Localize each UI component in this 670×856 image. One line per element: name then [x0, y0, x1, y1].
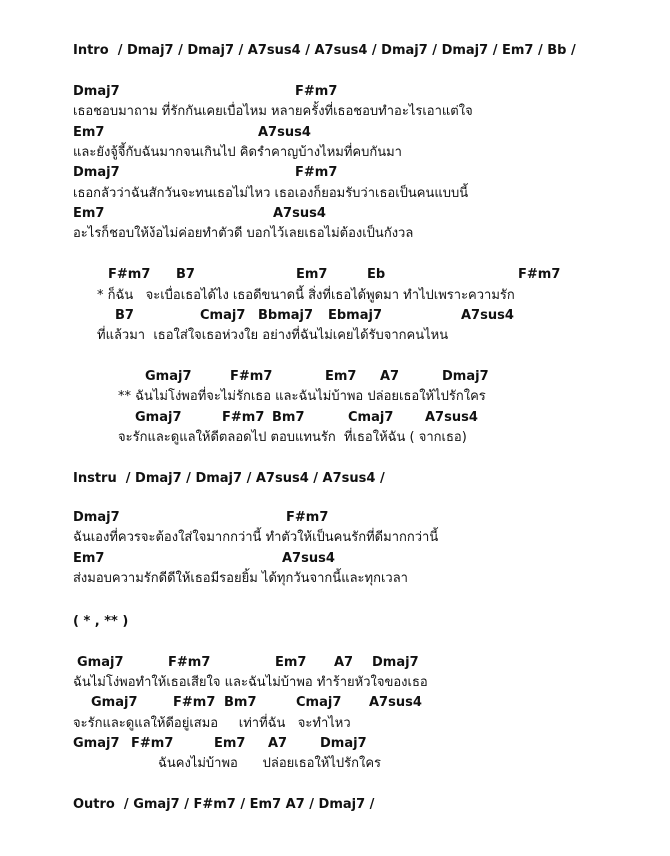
chord-label: Bm7 — [272, 410, 305, 425]
chord-label: A7sus4 — [282, 551, 335, 566]
outro-line: Outro / Gmaj7 / F#m7 / Em7 A7 / Dmaj7 / — [73, 797, 375, 812]
chord-label: Eb — [367, 267, 386, 282]
lyric-line: ที่แล้วมา เธอใส่ใจเธอห่วงใย อย่างที่ฉันไม่เคยได้รับจากคนไหน — [97, 328, 449, 343]
chord-label: F#m7 — [222, 410, 265, 425]
lyric-line: จะรักและดูแลให้ดีอยู่เสมอ เท่าที่ฉัน จะทำไหว — [73, 716, 351, 731]
chord-label: B7 — [115, 308, 134, 323]
chord-label: F#m7 — [230, 369, 273, 384]
chord-label: F#m7 — [108, 267, 151, 282]
chord-label: F#m7 — [173, 695, 216, 710]
chord-label: A7sus4 — [273, 206, 326, 221]
chord-label: Cmaj7 — [348, 410, 394, 425]
lyric-line: * ก็ฉัน จะเบื่อเธอได้ไง เธอดีขนาดนี้ สิ่งที่เธอได้พูดมา ทำไปเพราะความรัก — [97, 288, 515, 303]
chord-label: Cmaj7 — [200, 308, 246, 323]
chord-label: Gmaj7 — [73, 736, 120, 751]
chord-label: F#m7 — [286, 510, 329, 525]
chord-label: Bbmaj7 — [258, 308, 314, 323]
lyric-line: ฉันเองที่ควรจะต้องใส่ใจมากกว่านี้ ทำตัวให้เป็นคนรักที่ดีมากกว่านี้ — [73, 530, 439, 545]
lyric-line: จะรักและดูแลให้ดีตลอดไป ตอบแทนรัก ที่เธอให้ฉัน ( จากเธอ) — [118, 430, 467, 445]
chord-label: Em7 — [73, 125, 105, 140]
chord-label: Dmaj7 — [320, 736, 367, 751]
chord-label: F#m7 — [168, 655, 211, 670]
lyric-line: ** ฉันไม่โง่พอที่จะไม่รักเธอ และฉันไม่บ้าพอ ปล่อยเธอให้ไปรักใคร — [118, 389, 486, 404]
chord-label: Gmaj7 — [77, 655, 124, 670]
chord-label: Em7 — [296, 267, 328, 282]
repeat-marker: ( * , ** ) — [73, 614, 129, 629]
chord-label: Gmaj7 — [135, 410, 182, 425]
chord-label: Gmaj7 — [91, 695, 138, 710]
chord-label: Dmaj7 — [442, 369, 489, 384]
chord-label: Dmaj7 — [73, 84, 120, 99]
chord-label: Em7 — [325, 369, 357, 384]
chord-label: Gmaj7 — [145, 369, 192, 384]
chord-label: Cmaj7 — [296, 695, 342, 710]
chord-label: A7sus4 — [425, 410, 478, 425]
lyric-line: เธอชอบมาถาม ที่รักกันเคยเบื่อไหม หลายครั้งที่เธอชอบทำอะไรเอาแต่ใจ — [73, 104, 473, 119]
chord-label: Dmaj7 — [372, 655, 419, 670]
chord-label: A7 — [268, 736, 288, 751]
intro-line: Intro / Dmaj7 / Dmaj7 / A7sus4 / A7sus4 / Dmaj7 / Dmaj7 / Em7 / Bb / — [73, 43, 576, 58]
lyric-line: ฉันคงไม่บ้าพอ ปล่อยเธอให้ไปรักใคร — [158, 756, 382, 771]
chord-label: Em7 — [214, 736, 246, 751]
chord-label: F#m7 — [295, 84, 338, 99]
chord-label: F#m7 — [295, 165, 338, 180]
chord-label: A7sus4 — [258, 125, 311, 140]
lyric-line: ส่งมอบความรักดีดีให้เธอมีรอยยิ้ม ได้ทุกวันจากนี้และทุกเวลา — [73, 571, 408, 586]
chord-label: A7sus4 — [461, 308, 514, 323]
lyric-line: และยังจู้จี้กับฉันมากจนเกินไป คิดรำคาญบ้างไหมที่คบกันมา — [73, 145, 402, 160]
instru-line: Instru / Dmaj7 / Dmaj7 / A7sus4 / A7sus4 / — [73, 471, 385, 486]
chord-label: F#m7 — [518, 267, 561, 282]
chord-label: Em7 — [275, 655, 307, 670]
chord-label: Dmaj7 — [73, 165, 120, 180]
chord-label: Em7 — [73, 551, 105, 566]
chord-label: A7sus4 — [369, 695, 422, 710]
chord-label: Dmaj7 — [73, 510, 120, 525]
chord-label: Bm7 — [224, 695, 257, 710]
chord-label: B7 — [176, 267, 195, 282]
lyric-line: ฉันไม่โง่พอทำให้เธอเสียใจ และฉันไม่บ้าพอ ทำร้ายหัวใจของเธอ — [73, 675, 428, 690]
chord-label: Em7 — [73, 206, 105, 221]
lyric-line: เธอกลัวว่าฉันสักวันจะทนเธอไม่ไหว เธอเองก็ยอมรับว่าเธอเป็นคนแบบนี้ — [73, 186, 469, 201]
chord-label: A7 — [380, 369, 400, 384]
chord-label: F#m7 — [131, 736, 174, 751]
chord-label: Ebmaj7 — [328, 308, 383, 323]
chord-label: A7 — [334, 655, 354, 670]
lyric-line: อะไรก็ชอบให้ง้อไม่ค่อยทำตัวดี บอกไว้เลยเธอไม่ต้องเป็นกังวล — [73, 226, 414, 241]
